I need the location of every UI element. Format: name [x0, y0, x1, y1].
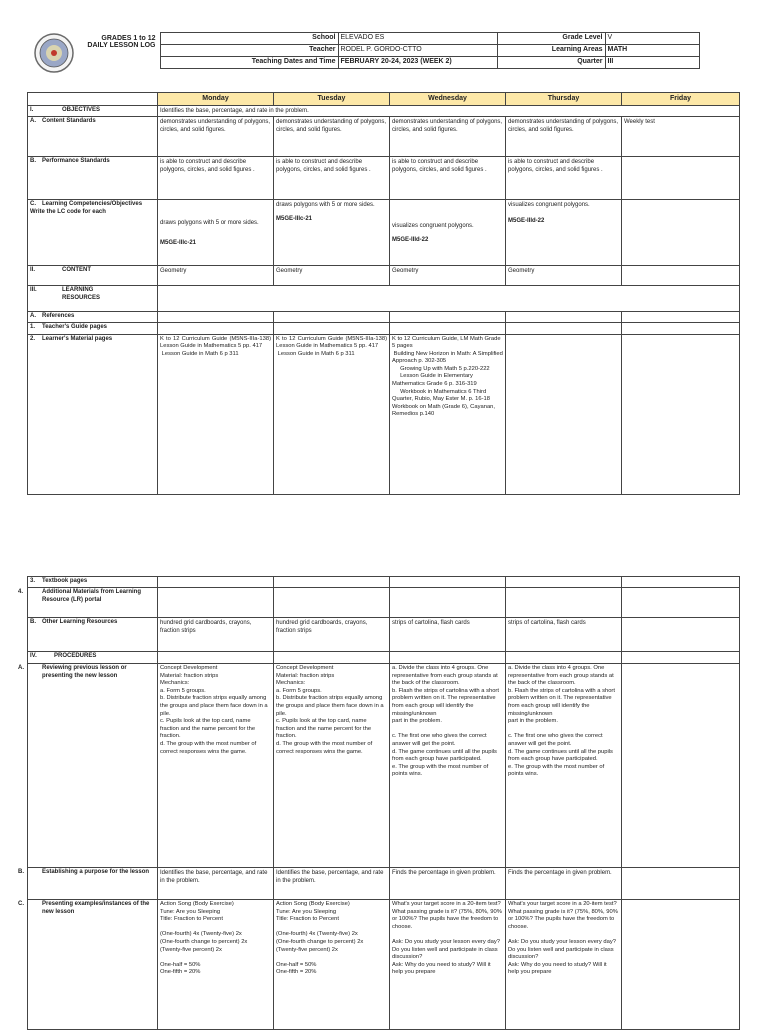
- lc-code: M5GE-IIIc-21: [276, 216, 313, 222]
- objectives-row: [28, 106, 740, 117]
- day-header-wednesday: Wednesday: [390, 93, 506, 106]
- cell: Geometry: [390, 266, 506, 286]
- row-num: A.: [30, 313, 36, 319]
- row-num: I.: [30, 107, 34, 113]
- cell: hundred grid cardboards, crayons, fraction strips: [158, 618, 274, 652]
- row-label: Content Standards: [42, 118, 96, 124]
- row-num: B.: [30, 158, 36, 164]
- row-num: C.: [18, 901, 24, 907]
- cell: [622, 157, 740, 200]
- quarter-label: Quarter: [497, 57, 605, 69]
- lc-code: M5GE-IIIc-21: [160, 239, 197, 246]
- cell: Concept Development Material: fraction strips Mechanics: a. Form 5 groups. b. Distribute fraction strips equally among the groups and place them face down in a pile. c. Pupils look at the top card, name fraction and the name percent for the fraction. d. The group with the most number of correct responses wins the game.: [276, 665, 384, 755]
- cell-text: draws polygons with 5 or more sides.: [276, 202, 375, 208]
- textbook-row: [28, 577, 740, 588]
- additional-materials-row: [28, 588, 740, 618]
- cell: [622, 266, 740, 286]
- area-value: MATH: [605, 45, 699, 57]
- other-resources-row: [28, 618, 740, 652]
- row-label: Learner's Material pages: [42, 335, 113, 342]
- cell: [390, 200, 506, 266]
- cell: [158, 200, 274, 266]
- cell: Action Song (Body Exercise) Tune: Are you Sleeping Title: Fraction to Percent (One-fourth) 4x (Twenty-five) 2x (One-fourth change to percent) 2x (Twenty-five percent) 2x One-half = 50% One-fifth = 20%: [276, 901, 364, 976]
- row-num: B.: [30, 619, 36, 625]
- cell: demonstrates understanding of polygons, circles, and solid figures.: [158, 117, 274, 157]
- cell: is able to construct and describe polygons, circles, and solid figures .: [274, 157, 390, 200]
- cell: Action Song (Body Exercise) Tune: Are you Sleeping Title: Fraction to Percent (One-fourth) 4x (Twenty-five) 2x (One-fourth change to percent) 2x (Twenty-five percent) 2x One-half = 50% One-fifth = 20%: [160, 901, 248, 976]
- row-num: II.: [30, 267, 36, 273]
- lesson-table-1: [27, 92, 740, 495]
- cell: Identifies the base, percentage, and rate in the problem.: [274, 868, 390, 900]
- cell: Finds the percentage in given problem.: [506, 868, 622, 900]
- cell: What's your target score in a 20-item test? What passing grade is it? (75%, 80%, 90% or 100%? The pupils have the freedom to choose. Ask: Do you study your lesson every day? Do you listen well and participate in class discussion? Ask: Why do you need to study? Will it help you prepare: [392, 901, 502, 976]
- row-num: B.: [18, 869, 24, 875]
- row-num: III.: [30, 287, 37, 293]
- cell: [274, 200, 390, 266]
- row-label: Reviewing previous lesson or presenting the new lesson: [42, 665, 127, 679]
- content-row: [28, 266, 740, 286]
- presenting-row: [28, 900, 740, 1030]
- performance-standards-row: [28, 157, 740, 200]
- row-num: 1.: [30, 323, 36, 330]
- procedures-row: [28, 652, 740, 664]
- cell: hundred grid cardboards, crayons, fraction strips: [274, 618, 390, 652]
- cell: strips of cartolina, flash cards: [390, 618, 506, 652]
- competencies-row: [28, 200, 740, 266]
- row-label: LEARNING RESOURCES: [62, 287, 101, 301]
- teachers-guide-row: [28, 322, 740, 334]
- area-label: Learning Areas: [497, 45, 605, 57]
- cell-text: visualizes congruent polygons.: [392, 222, 474, 229]
- cell: K to 12 Curriculum Guide, LM Math Grade 5 pages Building New Horizon in Math: A Simplified Approach p. 302-305 Growing Up with Math 5 p.220-222 Lesson Guide in Elementary Mathematics Grade 6 p. 316-319 Workbook in Mathematics 6 Third Quarter, Rubio, May Ester M. p. 16-18 Workbook on Math (Grade 6), Cayanan, Remedios p.140: [392, 335, 503, 418]
- cell: [622, 618, 740, 652]
- row-num: IV.: [30, 653, 37, 659]
- header-table: [27, 32, 700, 69]
- row-num: A.: [30, 118, 36, 124]
- row-label: Learning Competencies/Objectives Write the LC code for each: [30, 201, 143, 215]
- grade-label: Grade Level: [497, 33, 605, 45]
- row-label: Textbook pages: [42, 578, 88, 584]
- cell: Weekly test: [622, 117, 740, 157]
- cell: demonstrates understanding of polygons, circles, and solid figures.: [390, 117, 506, 157]
- cell: demonstrates understanding of polygons, circles, and solid figures.: [274, 117, 390, 157]
- quarter-value: III: [605, 57, 699, 69]
- cell: Concept Development Material: fraction strips Mechanics: a. Form 5 groups. b. Distribute fraction strips equally among the groups and place them face down in a pile. c. Pupils look at the top card, name fraction and the name percent for the fraction. d. The group with the most number of correct responses wins the game.: [160, 665, 268, 755]
- row-num: C.: [30, 201, 36, 207]
- day-header-tuesday: Tuesday: [274, 93, 390, 106]
- row-label: Additional Materials from Learning Resource (LR) portal: [42, 589, 142, 603]
- teacher-label: Teacher: [160, 45, 338, 57]
- cell: Identifies the base, percentage, and rate in the problem.: [158, 868, 274, 900]
- references-row: [28, 312, 740, 323]
- row-label: References: [42, 313, 75, 319]
- school-value: ELEVADO ES: [338, 33, 497, 45]
- row-label: Other Learning Resources: [42, 619, 118, 625]
- cell: [622, 200, 740, 266]
- day-header-thursday: Thursday: [506, 93, 622, 106]
- row-label: Teacher's Guide pages: [42, 323, 108, 330]
- teacher-value: RODEL P. GORDO-CTTO: [338, 45, 497, 57]
- cell: K to 12 Curriculum Guide (M5NS-IIIa-138) Lesson Guide in Mathematics 5 pp. 417 Lesson Guide in Math 6 p 311: [276, 335, 387, 357]
- row-label: Performance Standards: [42, 158, 110, 164]
- row-label: CONTENT: [62, 267, 91, 273]
- objectives-text: Identifies the base, percentage, and rate in the problem.: [158, 106, 740, 117]
- dates-label: Teaching Dates and Time: [160, 57, 338, 69]
- title-line-2: DAILY LESSON LOG: [87, 41, 156, 49]
- row-label: Presenting examples/instances of the new lesson: [42, 901, 150, 915]
- learning-resources-row: [28, 286, 740, 312]
- row-label: PROCEDURES: [54, 653, 97, 659]
- content-standards-row: [28, 117, 740, 157]
- title-line-1: GRADES 1 to 12: [101, 34, 156, 42]
- day-header-friday: Friday: [622, 93, 740, 106]
- row-num: 4.: [18, 589, 24, 595]
- cell: a. Divide the class into 4 groups. One representative from each group stands at the back of the classroom. b. Flash the strips of cartolina with a short problem written on it. The representative from each group will identify the missing/unknown part in the problem. c. The first one who gives the correct answer will get the point. d. The game continues until all the pupils from each group have participated. e. The group with the most number of points wins.: [392, 665, 499, 778]
- row-num: 2.: [30, 335, 36, 342]
- cell: Geometry: [158, 266, 274, 286]
- cell: Finds the percentage in given problem.: [390, 868, 506, 900]
- cell: demonstrates understanding of polygons, circles, and solid figures.: [506, 117, 622, 157]
- cell-text: visualizes congruent polygons.: [508, 202, 590, 208]
- cell: What's your target score in a 20-item test? What passing grade is it? (75%, 80%, 90% or 100%? The pupils have the freedom to choose. Ask: Do you study your lesson every day? Do you listen well and participate in class discussion? Ask: Why do you need to study? Will it help you prepare: [508, 901, 618, 976]
- cell: [506, 200, 622, 266]
- cell-text: draws polygons with 5 or more sides.: [160, 219, 259, 226]
- cell: is able to construct and describe polygons, circles, and solid figures .: [158, 157, 274, 200]
- learners-material-row: [28, 334, 740, 494]
- cell: [622, 868, 740, 900]
- cell: K to 12 Curriculum Guide (M5NS-IIIa-138) Lesson Guide in Mathematics 5 pp. 417 Lesson Guide in Math 6 p 311: [160, 335, 271, 357]
- reviewing-row: [28, 664, 740, 868]
- row-label: OBJECTIVES: [62, 107, 101, 113]
- cell: Geometry: [506, 266, 622, 286]
- school-label: School: [160, 33, 338, 45]
- lesson-table-2: [18, 576, 740, 1030]
- row-label: Establishing a purpose for the lesson: [42, 869, 150, 875]
- day-header-monday: Monday: [158, 93, 274, 106]
- grade-value: V: [605, 33, 699, 45]
- cell: strips of cartolina, flash cards: [506, 618, 622, 652]
- cell: is able to construct and describe polygons, circles, and solid figures .: [506, 157, 622, 200]
- row-num: A.: [18, 665, 24, 671]
- cell: a. Divide the class into 4 groups. One representative from each group stands at the back of the classroom. b. Flash the strips of cartolina with a short problem written on it. The representative from each group will identify the missing/unknown part in the problem. c. The first one who gives the correct answer will get the point. d. The game continues until all the pupils from each group have participated. e. The group with the most number of points wins.: [508, 665, 615, 778]
- purpose-row: [28, 868, 740, 900]
- cell: Geometry: [274, 266, 390, 286]
- cell: is able to construct and describe polygons, circles, and solid figures .: [390, 157, 506, 200]
- dates-value: FEBRUARY 20-24, 2023 (WEEK 2): [338, 57, 497, 69]
- lc-code: M5GE-IIId-22: [392, 236, 429, 243]
- row-num: 3.: [30, 578, 36, 584]
- lc-code: M5GE-IIId-22: [508, 218, 545, 224]
